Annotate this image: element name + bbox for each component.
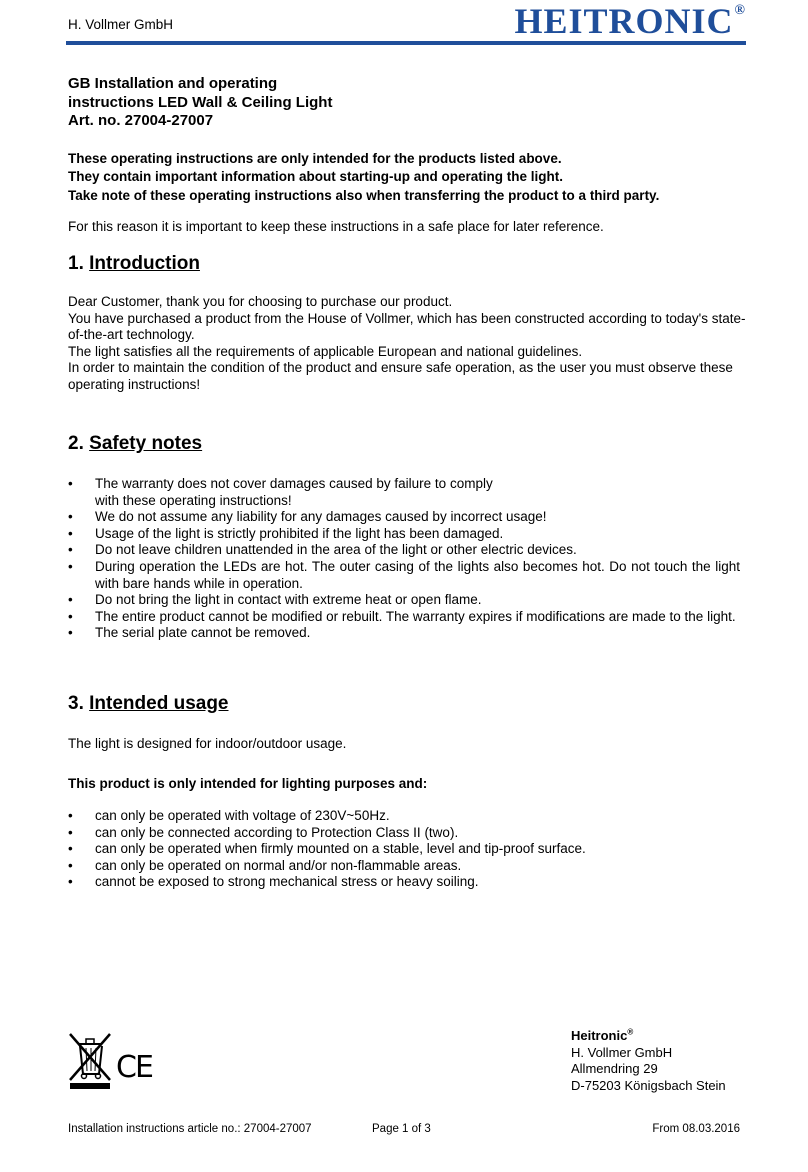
section-number: 2. [68, 433, 84, 454]
safety-list [68, 476, 740, 642]
section-title: Safety notes [89, 433, 203, 454]
list-item: • The warranty does not cover damages caused by failure to comply with these operating instructions! [68, 476, 740, 509]
brand-name: HEITRONIC [514, 1, 734, 41]
address-city: D-75203 Königsbach Stein [571, 1077, 726, 1093]
footer-article-number: Installation instructions article no.: 27004-27007 [68, 1123, 312, 1135]
usage-text: The light is designed for indoor/outdoor usage. [68, 736, 347, 751]
list-item: • The serial plate cannot be removed. [68, 625, 740, 642]
section-number: 3. [68, 693, 84, 714]
title-line-2: instructions LED Wall & Ceiling Light [68, 93, 333, 111]
list-item: • can only be operated when firmly mounted on a stable, level and tip-proof surface. [68, 841, 740, 858]
notice-line-2: They contain important information about starting-up and operating the light. [68, 169, 563, 185]
notice-block [68, 150, 758, 205]
address-street: Allmendring 29 [571, 1061, 658, 1077]
title-line-1: GB Installation and operating [68, 75, 278, 92]
section-number: 1. [68, 253, 84, 274]
document-title [68, 75, 332, 131]
footer-date: From 08.03.2016 [652, 1123, 740, 1135]
intro-paragraph: In order to maintain the condition of the product and ensure safe operation, as the user you must observe these operating instructions! [68, 360, 733, 392]
intro-paragraph: The light satisfies all the requirements of applicable European and national guidelines. [68, 343, 583, 359]
compliance-symbols [66, 1030, 156, 1097]
section-heading-usage [68, 693, 229, 715]
section-title: Intended usage [89, 693, 229, 714]
header-rule [66, 41, 746, 45]
list-item: • Do not leave children unattended in the area of the light or other electric devices. [68, 542, 740, 559]
notice-line-1: These operating instructions are only intended for the products listed above. [68, 151, 562, 166]
keep-instructions-text: For this reason it is important to keep these instructions in a safe place for later reference. [68, 219, 604, 234]
registered-mark: ® [734, 3, 746, 18]
list-item: • can only be operated with voltage of 230V~50Hz. [68, 808, 740, 825]
address-brand: Heitronic® [571, 1028, 634, 1044]
brand-logo [514, 0, 746, 42]
list-item: • Usage of the light is strictly prohibited if the light has been damaged. [68, 526, 740, 543]
list-item: • During operation the LEDs are hot. The outer casing of the lights also becomes hot. Do not touch the light with bare hands while in operation. [68, 559, 740, 592]
list-item: • can only be connected according to Protection Class II (two). [68, 825, 740, 842]
intro-paragraph: Dear Customer, thank you for choosing to purchase our product. [68, 294, 453, 309]
list-item: • cannot be exposed to strong mechanical stress or heavy soiling. [68, 874, 740, 891]
list-item: • can only be operated on normal and/or non-flammable areas. [68, 858, 740, 875]
notice-line-3: Take note of these operating instructions also when transferring the product to a third party. [68, 187, 660, 203]
list-item: • The entire product cannot be modified or rebuilt. The warranty expires if modifications are made to the light. [68, 609, 740, 626]
section-title: Introduction [89, 253, 200, 274]
usage-subheading: This product is only intended for lighting purposes and: [68, 776, 428, 791]
list-item: • We do not assume any liability for any damages caused by incorrect usage! [68, 509, 740, 526]
company-name: H. Vollmer GmbH [68, 17, 174, 32]
usage-list [68, 808, 740, 891]
section-heading-safety [68, 433, 202, 455]
usage-list-container [68, 808, 740, 891]
article-number: Art. no. 27004-27007 [68, 112, 214, 129]
introduction-body [68, 294, 748, 394]
address-company: H. Vollmer GmbH [571, 1044, 673, 1060]
intro-paragraph: You have purchased a product from the House of Vollmer, which has been constructed according to today's state-of-the-art technology. [68, 310, 746, 343]
ce-mark: CE [116, 1050, 152, 1085]
safety-list-container [68, 476, 740, 642]
footer-page-number: Page 1 of 3 [372, 1123, 431, 1135]
address-block [571, 1025, 726, 1094]
section-heading-introduction [68, 253, 200, 275]
list-item: • Do not bring the light in contact with extreme heat or open flame. [68, 592, 740, 609]
